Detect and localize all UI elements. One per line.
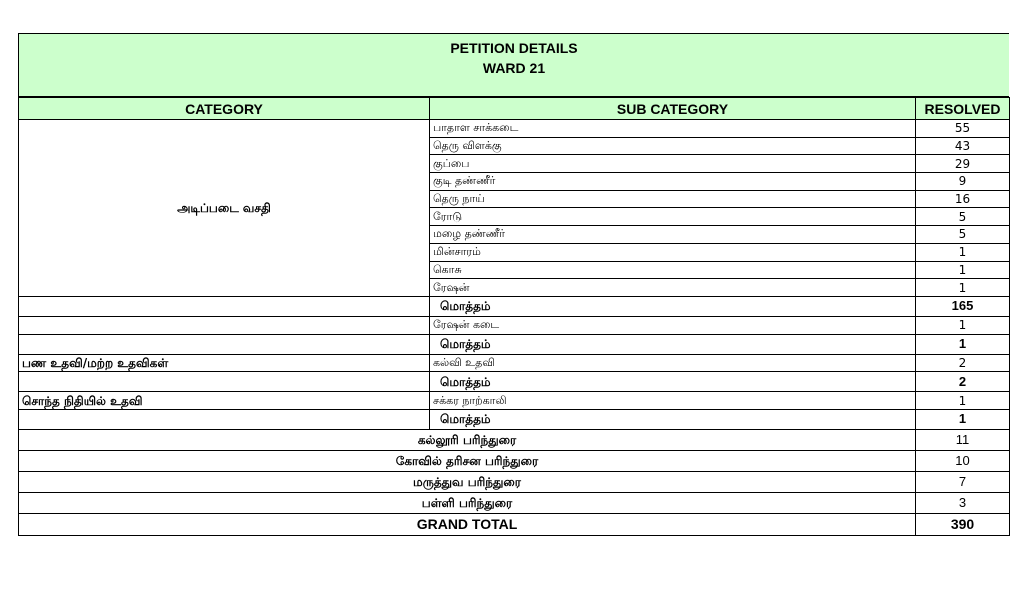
empty-cell xyxy=(19,372,430,392)
total-value: 2 xyxy=(916,372,1010,392)
resolved-cell: 16 xyxy=(916,190,1010,208)
total-label: மொத்தம் xyxy=(430,372,916,392)
resolved-cell: 9 xyxy=(916,173,1010,191)
summary-row xyxy=(19,429,1010,450)
sub-category-cell: குடி தண்ணீர் xyxy=(430,173,916,191)
sub-category-cell: ரோடு xyxy=(430,208,916,226)
sub-category-cell: மின்சாரம் xyxy=(430,243,916,261)
sub-category-cell: தெரு விளக்கு xyxy=(430,137,916,155)
resolved-cell: 1 xyxy=(916,392,1010,410)
empty-cell xyxy=(19,409,430,429)
summary-label: மருத்துவ பரிந்துரை xyxy=(19,471,916,492)
category-cell: சொந்த நிதியில் உதவி xyxy=(19,392,430,410)
sheet-header xyxy=(18,33,1009,97)
petition-sheet xyxy=(18,33,1009,536)
total-label: மொத்தம் xyxy=(430,409,916,429)
sub-category-cell: சக்கர நாற்காலி xyxy=(430,392,916,410)
total-label: மொத்தம் xyxy=(430,296,916,316)
category-cell xyxy=(19,316,430,334)
column-header-sub-category: SUB CATEGORY xyxy=(430,98,916,120)
sub-category-cell: பாதாள சாக்கடை xyxy=(430,120,916,138)
total-value: 165 xyxy=(916,296,1010,316)
total-value: 1 xyxy=(916,334,1010,354)
empty-cell xyxy=(19,296,430,316)
sheet-title: PETITION DETAILS xyxy=(450,40,578,56)
category-cell: அடிப்படை வசதி xyxy=(19,120,430,297)
total-row xyxy=(19,296,1010,316)
table-row xyxy=(19,354,1010,372)
total-row xyxy=(19,372,1010,392)
column-header-resolved: RESOLVED xyxy=(916,98,1010,120)
summary-label: கோவில் தரிசன பரிந்துரை xyxy=(19,450,916,471)
column-header-category: CATEGORY xyxy=(19,98,430,120)
sub-category-cell: குப்பை xyxy=(430,155,916,173)
total-value: 1 xyxy=(916,409,1010,429)
total-row xyxy=(19,409,1010,429)
column-header-row xyxy=(19,98,1010,120)
table-row xyxy=(19,316,1010,334)
sub-category-cell: ரேஷன் xyxy=(430,279,916,297)
resolved-cell: 1 xyxy=(916,243,1010,261)
table-row xyxy=(19,392,1010,410)
sub-category-cell: ரேஷன் கடை xyxy=(430,316,916,334)
sub-category-cell: மழை தண்ணீர் xyxy=(430,226,916,244)
grand-total-label: GRAND TOTAL xyxy=(19,513,916,535)
sub-category-cell: தெரு நாய் xyxy=(430,190,916,208)
summary-value: 7 xyxy=(916,471,1010,492)
category-cell: பண உதவி/மற்ற உதவிகள் xyxy=(19,354,430,372)
resolved-cell: 1 xyxy=(916,279,1010,297)
resolved-cell: 1 xyxy=(916,261,1010,279)
total-row xyxy=(19,334,1010,354)
summary-row xyxy=(19,471,1010,492)
summary-value: 10 xyxy=(916,450,1010,471)
resolved-cell: 5 xyxy=(916,208,1010,226)
resolved-cell: 55 xyxy=(916,120,1010,138)
empty-cell xyxy=(19,334,430,354)
summary-label: கல்லூரி பரிந்துரை xyxy=(19,429,916,450)
sheet-subtitle: WARD 21 xyxy=(482,60,546,76)
sub-category-cell: கல்வி உதவி xyxy=(430,354,916,372)
summary-row xyxy=(19,492,1010,513)
summary-value: 3 xyxy=(916,492,1010,513)
summary-label: பள்ளி பரிந்துரை xyxy=(19,492,916,513)
total-label: மொத்தம் xyxy=(430,334,916,354)
summary-row xyxy=(19,450,1010,471)
table-row xyxy=(19,120,1010,138)
resolved-cell: 5 xyxy=(916,226,1010,244)
summary-value: 11 xyxy=(916,429,1010,450)
resolved-cell: 43 xyxy=(916,137,1010,155)
sub-category-cell: கொசு xyxy=(430,261,916,279)
resolved-cell: 2 xyxy=(916,354,1010,372)
grand-total-value: 390 xyxy=(916,513,1010,535)
grand-total-row xyxy=(19,513,1010,535)
resolved-cell: 1 xyxy=(916,316,1010,334)
petition-table xyxy=(18,97,1010,536)
resolved-cell: 29 xyxy=(916,155,1010,173)
